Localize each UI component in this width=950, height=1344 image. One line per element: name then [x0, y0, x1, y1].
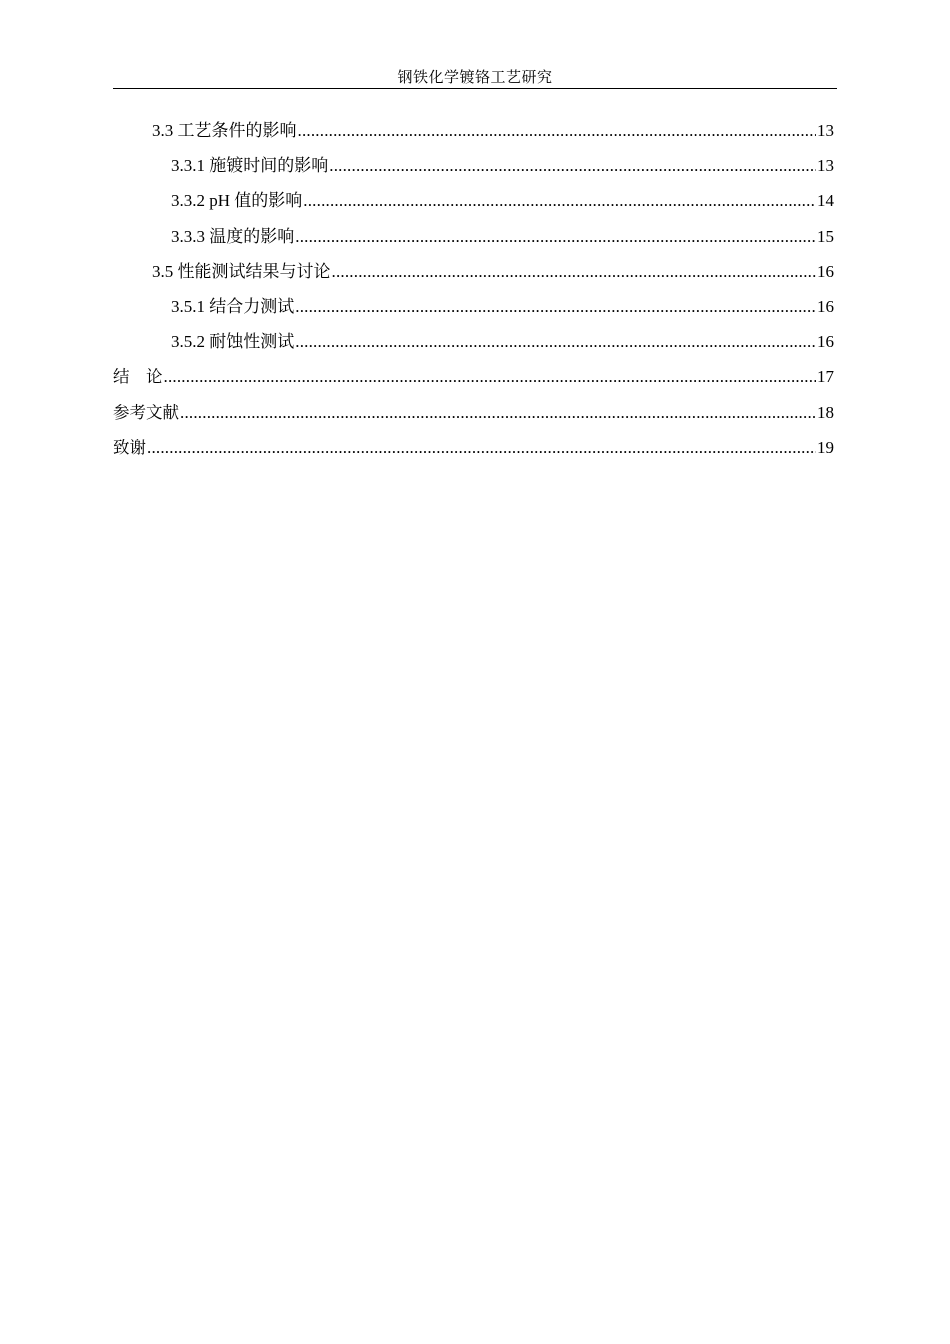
toc-dot-leader [180, 400, 816, 426]
toc-dot-leader [332, 259, 817, 285]
toc-page-number: 19 [817, 437, 834, 457]
toc-entry[interactable] [113, 118, 834, 153]
toc-dot-leader [147, 435, 816, 461]
toc-dot-leader [295, 329, 816, 355]
toc-page-number: 17 [817, 367, 834, 387]
toc-entry-label: 3.3.1 施镀时间的影响 [171, 156, 329, 176]
toc-page-number: 16 [817, 261, 834, 281]
toc-entry[interactable] [113, 329, 834, 364]
toc-entry-label: 结 论 [113, 367, 163, 387]
toc-dot-leader [164, 364, 817, 390]
toc-dot-leader [329, 153, 816, 179]
toc-page-number: 16 [817, 332, 834, 352]
toc-page-number: 15 [817, 226, 834, 246]
toc-entry[interactable] [113, 259, 834, 294]
toc-entry[interactable] [113, 224, 834, 259]
toc-page-number: 18 [817, 402, 834, 422]
toc-entry[interactable] [113, 435, 834, 470]
toc-page-number: 13 [817, 121, 834, 140]
toc-entry-label: 参考文献 [113, 402, 179, 422]
toc-dot-leader [295, 294, 816, 320]
toc-entry[interactable] [113, 364, 834, 399]
toc-page-number: 13 [817, 156, 834, 176]
toc-entry[interactable] [113, 400, 834, 435]
toc-dot-leader [295, 224, 816, 250]
toc-entry-label: 3.5 性能测试结果与讨论 [152, 261, 331, 281]
table-of-contents [113, 118, 834, 470]
toc-dot-leader [303, 188, 816, 214]
toc-page-number: 16 [817, 296, 834, 316]
toc-entry[interactable] [113, 153, 834, 188]
toc-entry[interactable] [113, 188, 834, 223]
toc-entry[interactable] [113, 294, 834, 329]
toc-page-number: 14 [817, 191, 834, 211]
toc-entry-label: 致谢 [113, 437, 146, 457]
toc-dot-leader [298, 118, 817, 144]
toc-entry-label: 3.3.3 温度的影响 [171, 226, 295, 246]
header-rule [113, 88, 837, 89]
toc-entry-label: 3.3.2 pH 值的影响 [171, 191, 303, 211]
toc-entry-label: 3.5.1 结合力测试 [171, 296, 295, 316]
toc-entry-label: 3.5.2 耐蚀性测试 [171, 332, 295, 352]
toc-entry-label: 3.3 工艺条件的影响 [152, 121, 297, 140]
running-header-title: 钢铁化学镀铬工艺研究 [397, 70, 553, 86]
